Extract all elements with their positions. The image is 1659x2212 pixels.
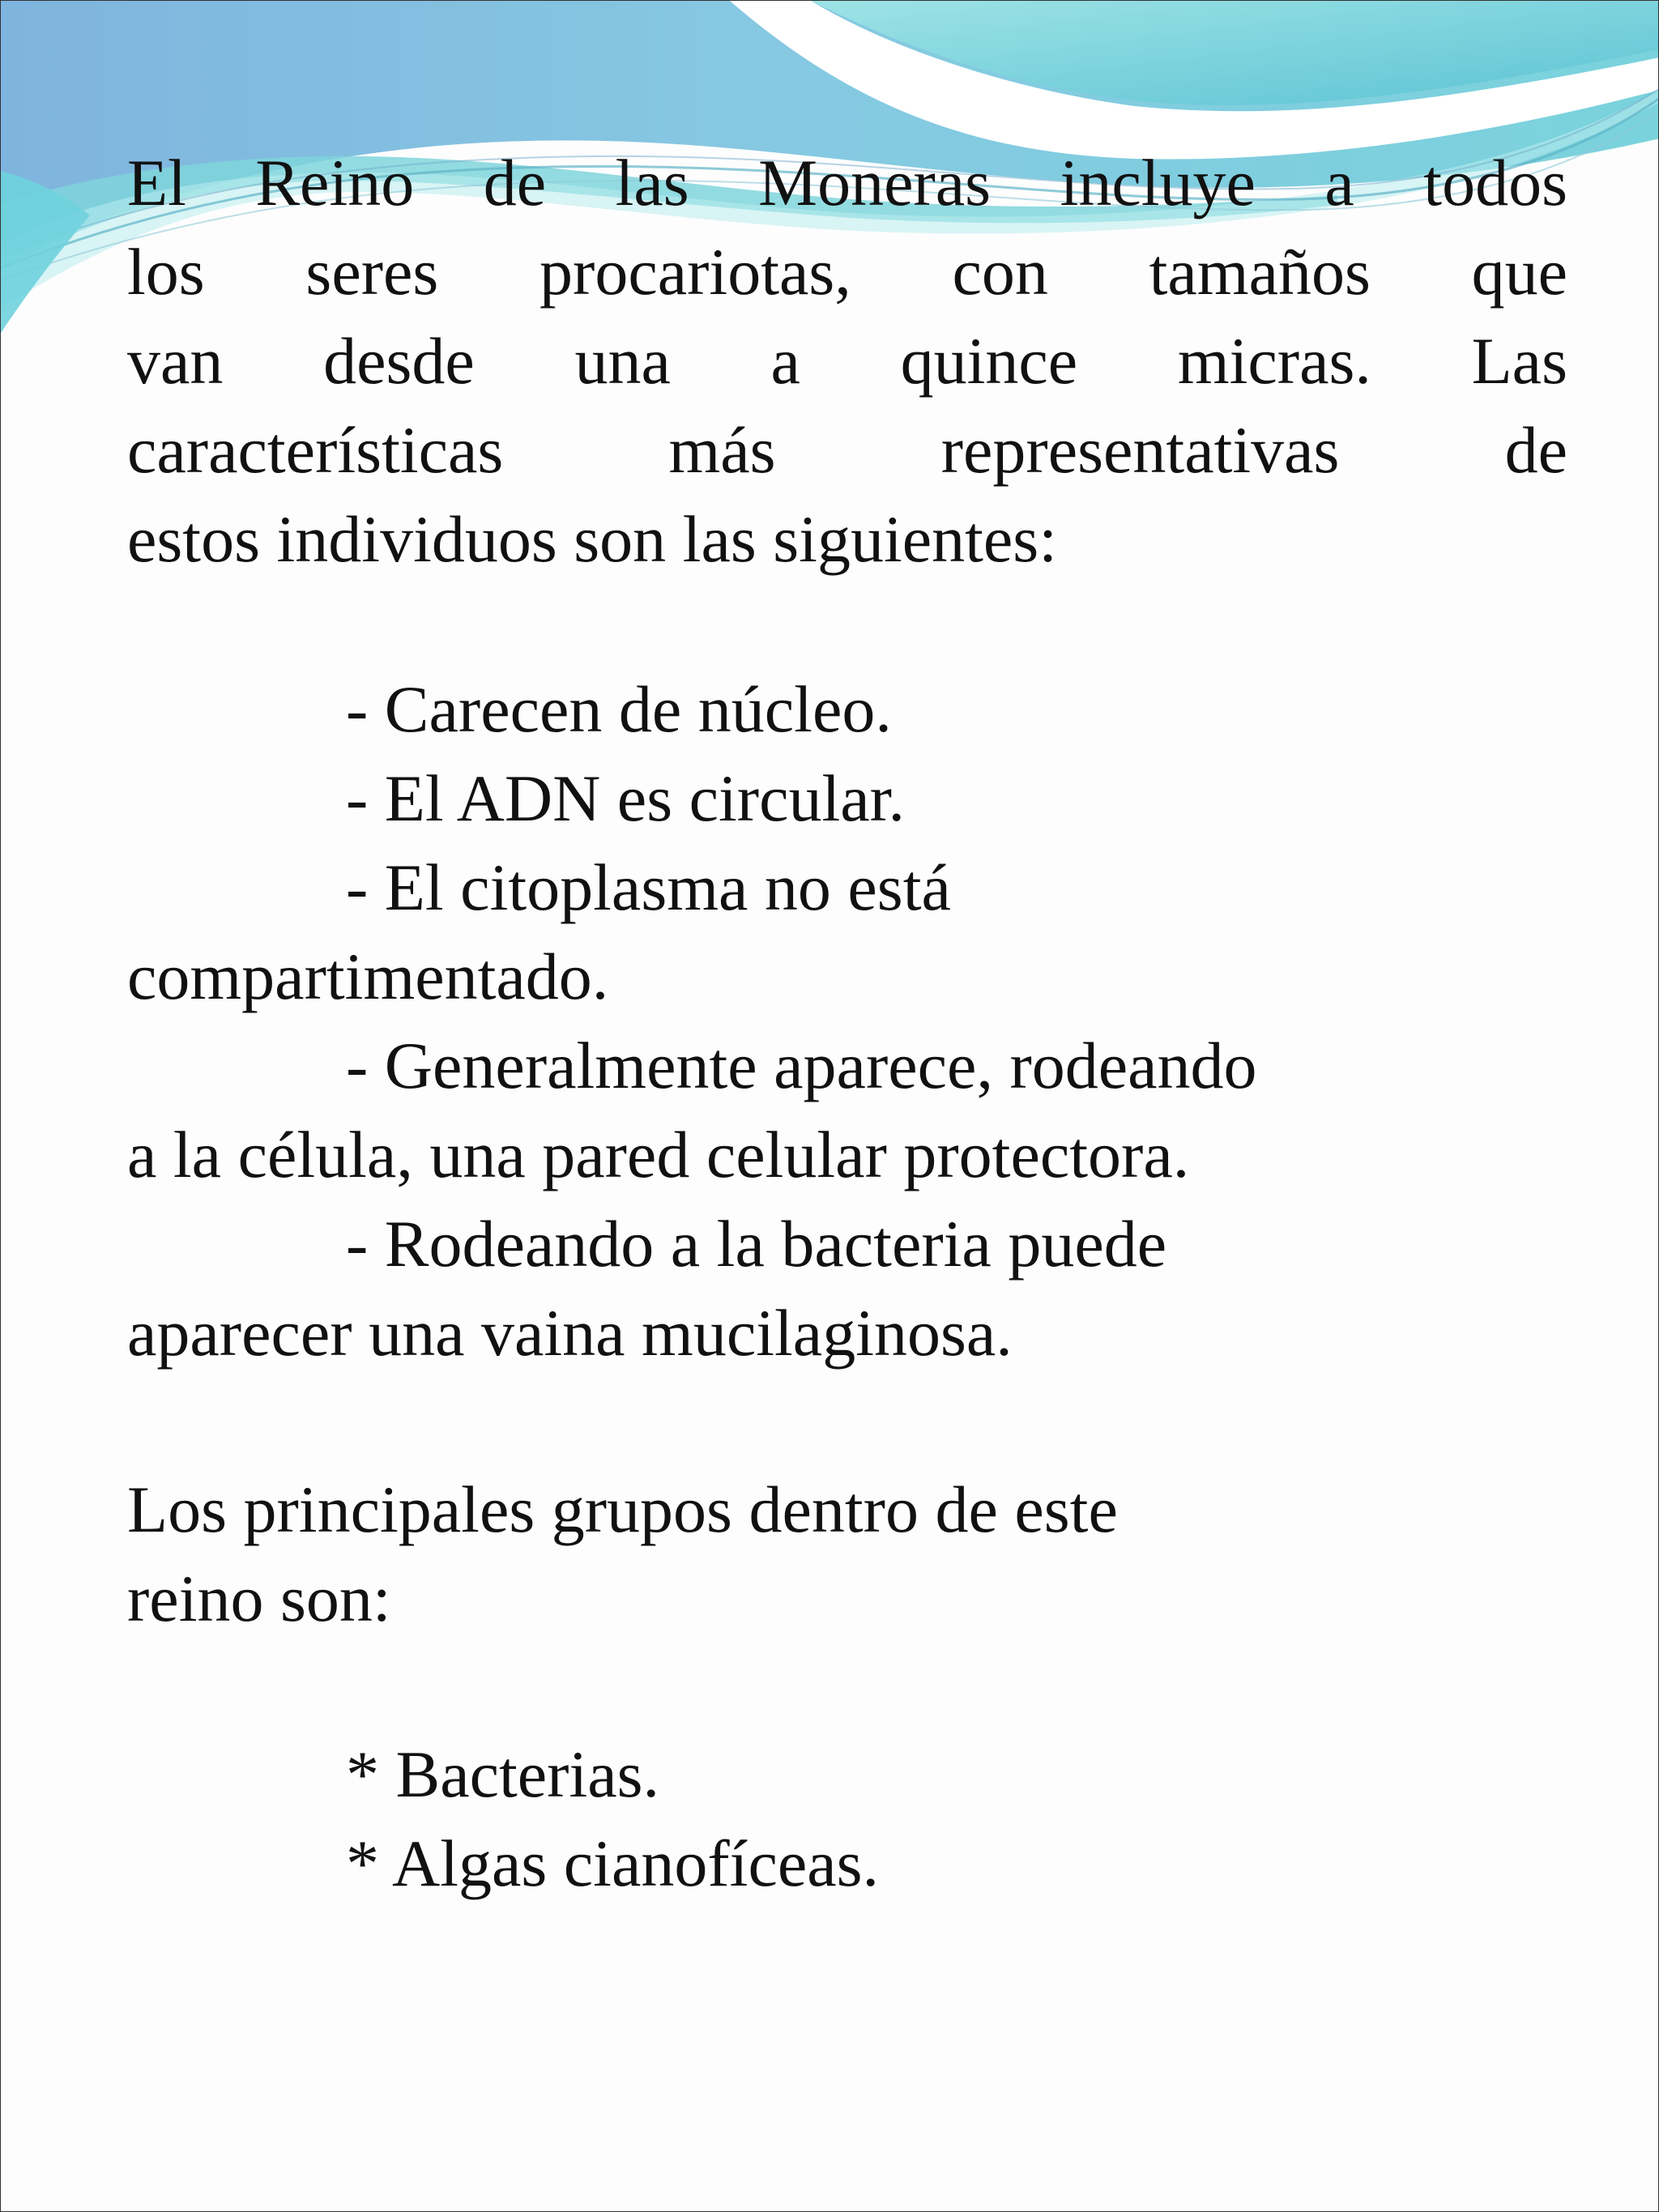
characteristic-item-5: - Rodeando a la bacteria puede: [346, 1207, 1167, 1281]
characteristic-item-3-continued: compartimentado.: [127, 940, 609, 1013]
groups-intro-line-1: Los principales grupos dentro de este: [127, 1473, 1118, 1546]
characteristic-item-5-continued: aparecer una vaina mucilaginosa.: [127, 1296, 1013, 1370]
characteristic-item-3: - El citoplasma no está: [346, 850, 951, 924]
characteristic-item-4: - Generalmente aparece, rodeando: [346, 1029, 1257, 1102]
intro-paragraph: [127, 139, 1567, 584]
characteristic-item-1: - Carecen de núcleo.: [346, 672, 892, 746]
groups-intro-line-2: reino son:: [127, 1562, 391, 1635]
intro-line-5: estos individuos son las siguientes:: [127, 502, 1057, 576]
intro-line-3: van desde una a quince micras. Las: [127, 324, 1567, 398]
characteristic-item-4-continued: a la célula, una pared celular protectora.: [127, 1118, 1190, 1191]
intro-line-1: El Reino de las Moneras incluye a todos: [127, 146, 1567, 219]
group-item-bacterias: * Bacterias.: [346, 1737, 660, 1811]
group-item-algas: * Algas cianofíceas.: [346, 1826, 880, 1900]
characteristic-item-2: - El ADN es circular.: [346, 761, 905, 835]
intro-line-2: los seres procariotas, con tamaños que: [127, 235, 1567, 309]
intro-line-4: características más representativas de: [127, 413, 1567, 487]
